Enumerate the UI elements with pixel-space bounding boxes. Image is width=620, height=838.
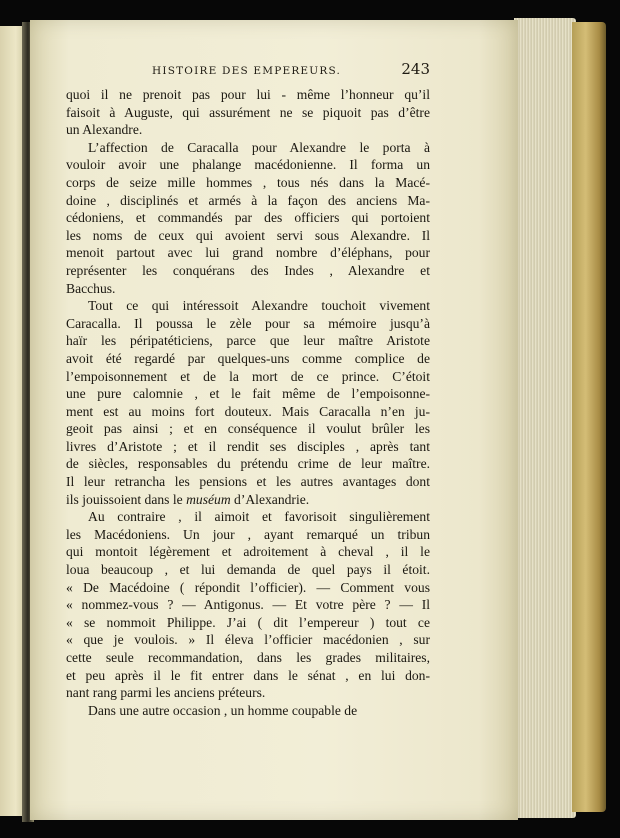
paragraph xyxy=(66,86,430,139)
text-line: « De Macédoine ( répondit l’officier). — Comment vous xyxy=(66,579,430,595)
text-line: Bacchus. xyxy=(66,280,116,296)
text-line: « que je voulois. » Il éleva l’officier macédonien , sur xyxy=(66,632,430,648)
text-line: Au contraire , il aimoit et favorisoit singulièrement xyxy=(88,509,430,525)
text-line: geoit pas ainsi ; et en conséquence il voulut brûler les xyxy=(66,421,430,437)
text-line: corps de seize mille hommes , tous nés dans la Macé- xyxy=(66,174,430,190)
text-line: haïr les péripatéticiens, parce que leur maître Aristote xyxy=(66,333,430,349)
text-line: quoi il ne prenoit pas pour lui - même l’honneur qu’il xyxy=(66,87,430,102)
text-line: doine , disciplinés et armés à la façon des anciens Ma- xyxy=(66,192,430,208)
text-line: menoit partout avec lui grand nombre d’éléphans, pour xyxy=(66,245,430,261)
text-line: Caracalla. Il poussa le zèle pour sa mémoire jusqu’à xyxy=(66,315,430,331)
text-line: représenter les conquérans des Indes , Alexandre et xyxy=(66,262,430,278)
page-text xyxy=(66,86,430,719)
text-line: l’empoisonnement et de la mort de ce prince. C’étoit xyxy=(66,368,430,384)
text-line: livres d’Aristote ; et il rendit ses disciples , après tant xyxy=(66,438,430,454)
page-number: 243 xyxy=(401,60,430,78)
text-line: qui montoit légèrement et adroitement à cheval , il le xyxy=(66,544,430,560)
paragraph xyxy=(66,139,430,297)
running-title: HISTOIRE DES EMPEREURS. xyxy=(152,65,342,77)
text-line: vouloir avoir une phalange macédonienne. Il forma un xyxy=(66,157,430,173)
text-line: ils jouissoient dans le muséum d’Alexandrie. xyxy=(66,491,310,507)
text-line: de siècles, responsables du prétendu crime de leur maître. xyxy=(66,456,430,472)
text-line: les noms de ceux qui avoient servi sous Alexandre. Il xyxy=(66,227,430,243)
text-line: une pure calomnie , et le fait même de l’empoisonne- xyxy=(66,386,430,402)
text-line: loua beaucoup , et lui demanda de quel pays il étoit. xyxy=(66,562,430,578)
text-line: « nommez-vous ? — Antigonus. — Et votre père ? — Il xyxy=(66,597,430,613)
text-line: cette seule recommandation, dans les grades militaires, xyxy=(66,650,430,665)
text-line: faisoit à Auguste, qui assurément ne se piquoit pas d’être xyxy=(66,104,430,120)
text-line: avoit été regardé par quelques-uns comme complice de xyxy=(66,350,430,366)
text-line: Dans une autre occasion , un homme coupable de xyxy=(88,702,358,718)
text-line: cédoniens, et commandés par des officiers qui portoient xyxy=(66,210,430,226)
book-cover-edge xyxy=(572,22,606,812)
running-header xyxy=(66,60,430,84)
text-line: Il leur retrancha les pensions et les autres avantages dont xyxy=(66,474,430,490)
text-line: « se nommoit Philippe. J’ai ( dit l’empereur ) tout ce xyxy=(66,614,430,630)
page-edges xyxy=(514,18,576,818)
paragraph xyxy=(66,702,430,720)
paragraph xyxy=(66,297,430,508)
text-line: les Macédoniens. Un jour , ayant remarqué un tribun xyxy=(66,526,430,542)
text-line: L’affection de Caracalla pour Alexandre le porta à xyxy=(88,139,430,155)
paragraph xyxy=(66,508,430,702)
text-line: Tout ce qui intéressoit Alexandre touchoit vivement xyxy=(88,298,430,314)
text-line: et peu après il le fit entrer dans le sénat , en lui don- xyxy=(66,667,430,683)
italic-word: muséum xyxy=(186,491,231,507)
text-line: ment est au moins fort douteux. Mais Caracalla n’en ju- xyxy=(66,403,430,419)
text-line: nant rang parmi les anciens préteurs. xyxy=(66,685,266,701)
text-line: un Alexandre. xyxy=(66,122,143,138)
